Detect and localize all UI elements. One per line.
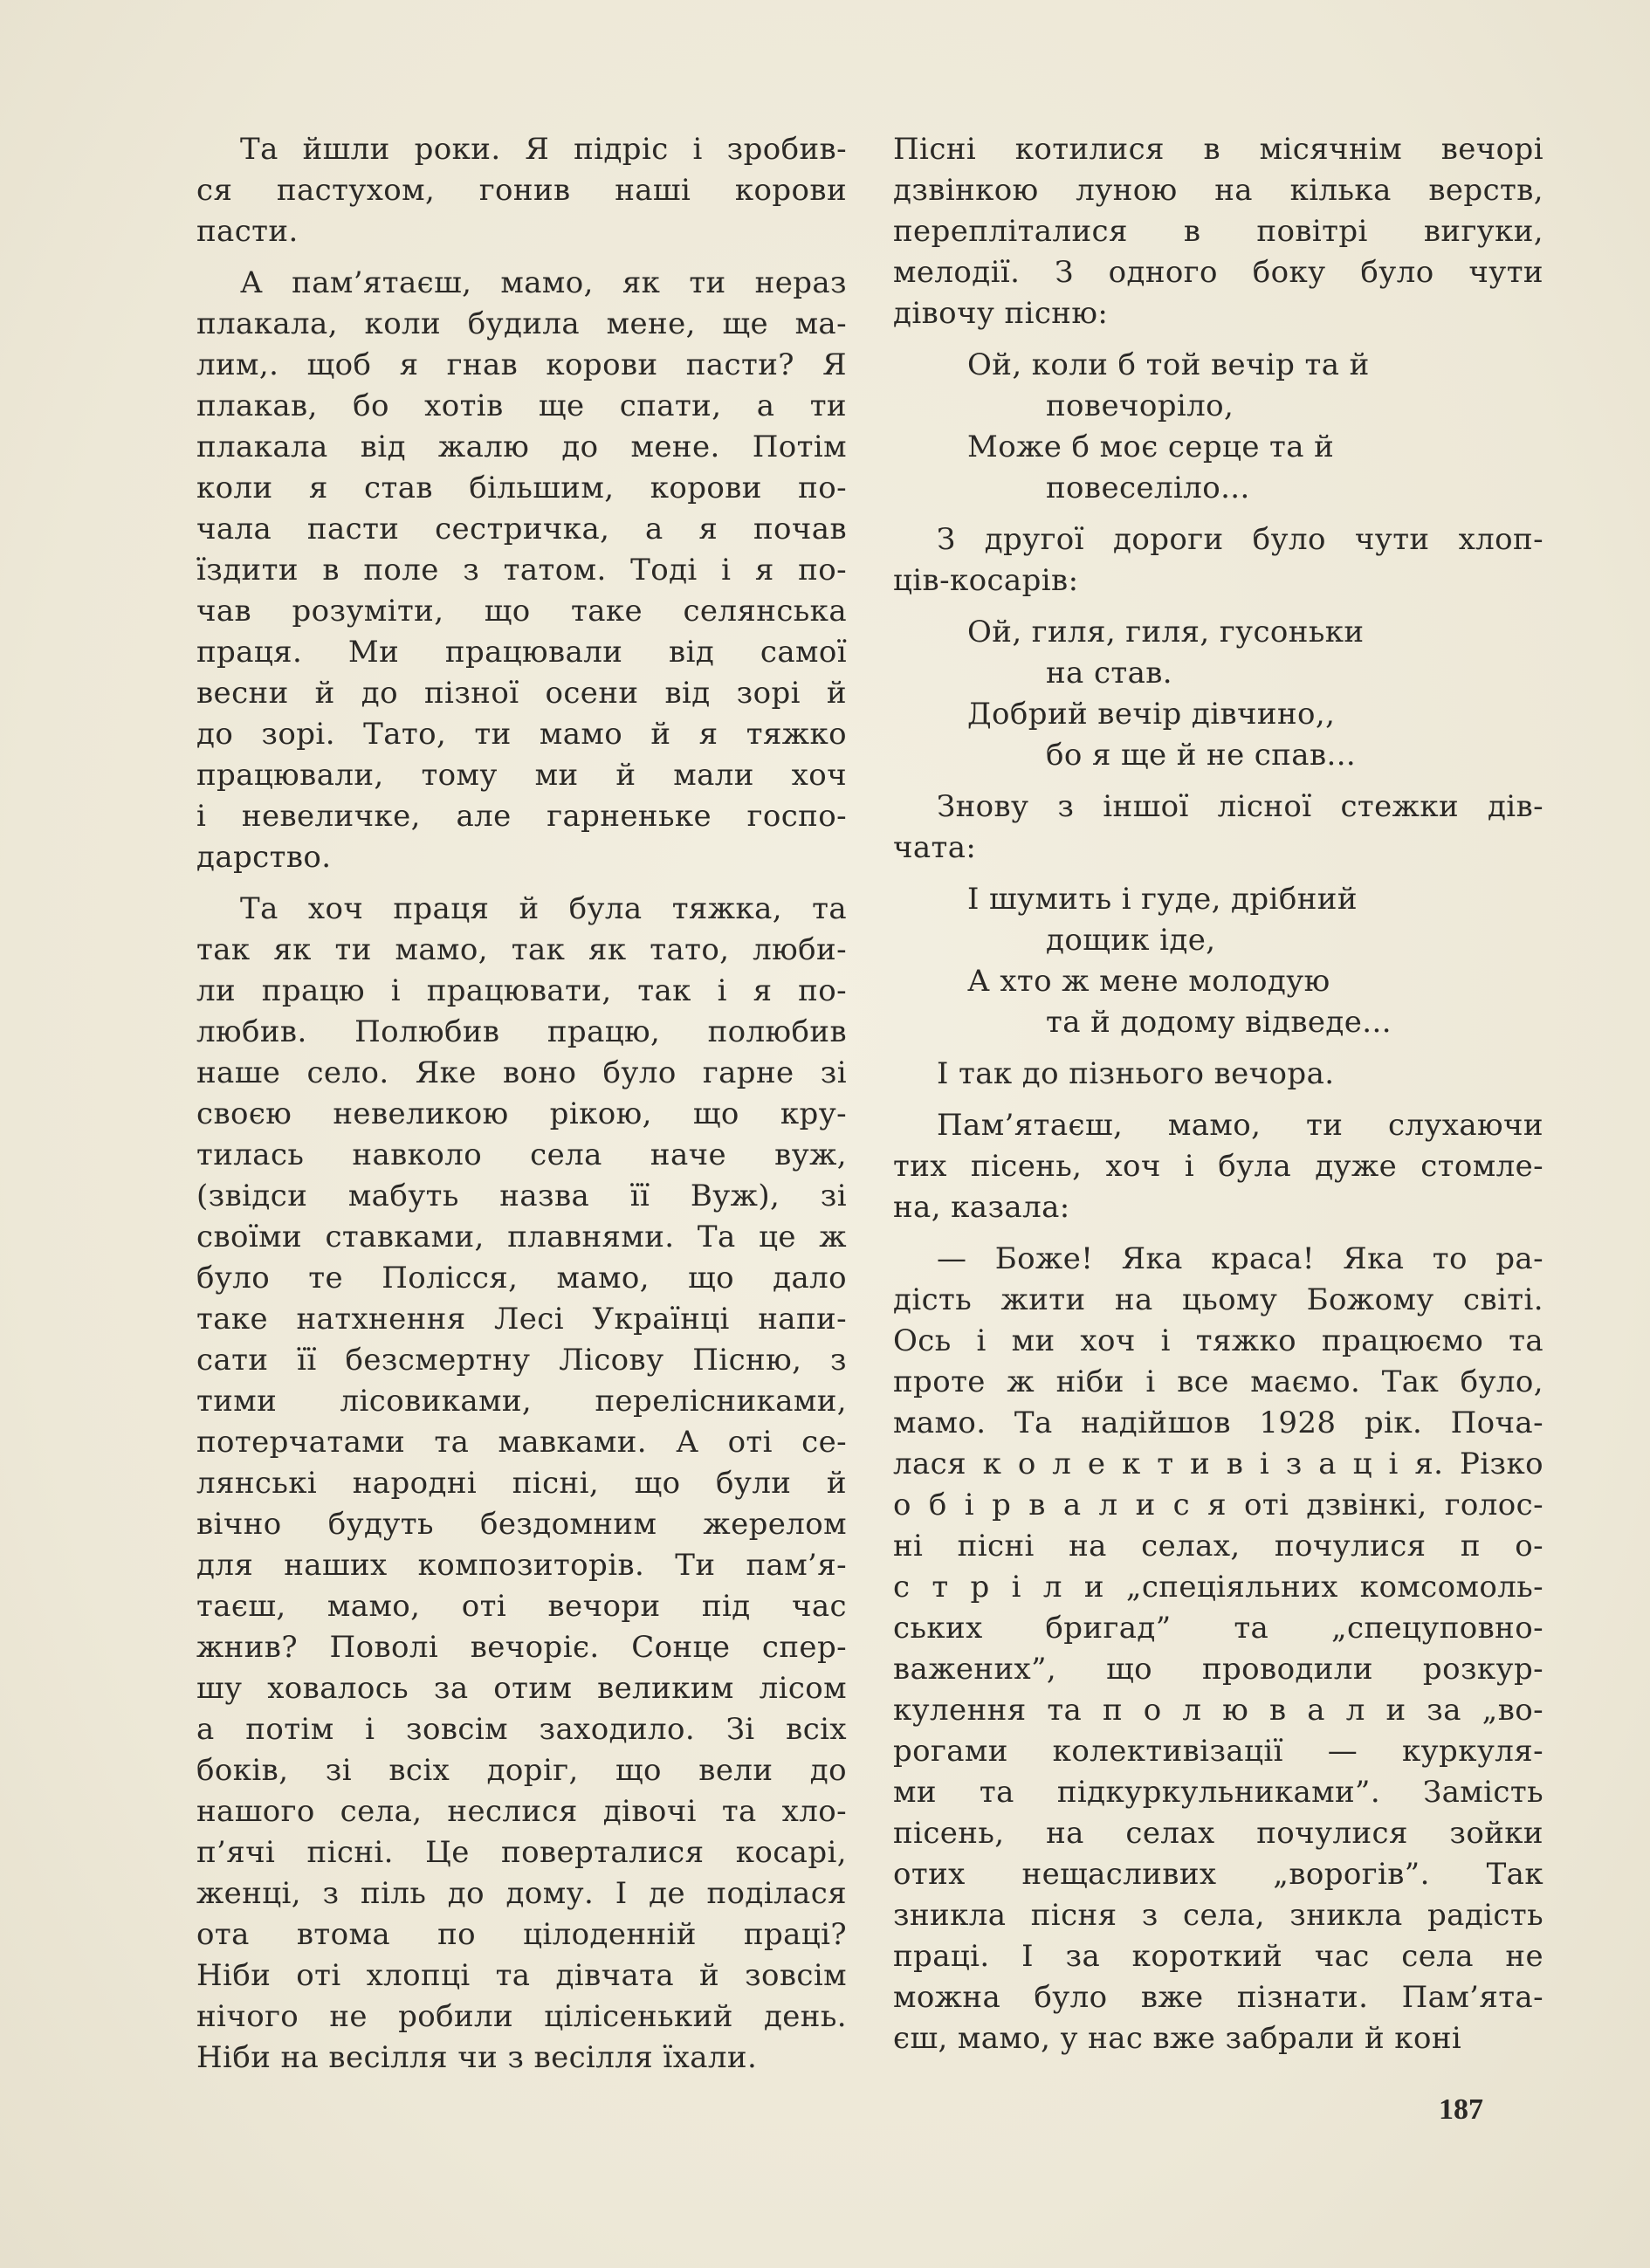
text-line: праці. І за короткий час села не [893,1939,1543,1974]
text-line: ми та підкуркульниками”. Замість [893,1775,1543,1810]
text-line: Та йшли роки. Я підріс і зробив- [240,132,847,167]
text-line: так як ти мамо, так як тато, люби- [196,932,847,967]
text-line: плакав, бо хотів ще спати, а ти [196,388,847,423]
text-line: нічого не робили цілісенький день. [196,1999,847,2034]
text-line: отих нещасливих „ворогів”. Так [893,1857,1543,1892]
text-line: Ось і ми хоч і тяжко працюємо та [893,1323,1543,1358]
text-line: Та хоч праця й була тяжка, та [240,891,847,926]
text-line: мелодії. З одного боку було чути [893,255,1543,290]
text-line: весни й до пізної осени від зорі й [196,676,847,711]
text-line: а потім і зовсім заходило. Зі всіх [196,1712,847,1747]
text-line: своєю невеликою рікою, що кру- [196,1096,847,1131]
text-line: єш, мамо, у нас вже забрали й коні [893,2021,1462,2056]
text-line: дзвінкою луною на кілька верств, [893,173,1543,208]
text-line: Ніби на весілля чи з весілля їхали. [196,2040,758,2075]
right-text-column [893,129,1543,2070]
text-line: тих пісень, хоч і була дуже стомле- [893,1149,1543,1184]
text-line: чала пасти сестричка, а я почав [196,512,847,546]
verse-line: та й додому відведе... [1046,1005,1392,1040]
paragraph [196,263,847,878]
verse-line: бо я ще й не спав... [1046,738,1357,773]
text-line: дарство. [196,840,332,875]
verse-line: повеселіло... [1046,471,1250,505]
text-line: своїми ставками, плавнями. Та це ж [196,1220,847,1254]
text-line: жнив? Поволі вечоріє. Сонце спер- [196,1630,847,1665]
verse-line: дощик іде, [1046,923,1216,958]
paragraph [893,787,1543,869]
text-line: ських бригад” та „спецуповно- [893,1611,1543,1646]
text-line: до зорі. Тато, ти мамо й я тяжко [196,717,847,752]
text-line: зникла пісня з села, зникла радість [893,1898,1543,1933]
song-verse [893,345,1543,509]
verse-line: І шумить і гуде, дрібний [967,882,1358,917]
text-line: Ніби оті хлопці та дівчата й зовсім [196,1958,847,1993]
text-line: ні пісні на селах, почулися п о- [893,1529,1543,1564]
text-line: ців-косарів: [893,563,1079,598]
paragraph [893,1239,1543,2059]
text-line: Знову з іншої лісної стежки дів- [937,789,1543,824]
text-line: важених”, що проводили розкур- [893,1652,1543,1687]
text-line: любив. Полюбив працю, полюбив [196,1014,847,1049]
text-line: тими лісовиками, перелісниками, [196,1384,847,1419]
text-line: праця. Ми працювали від самої [196,635,847,670]
verse-line: А хто ж мене молодую [967,964,1330,999]
verse-line: Ой, гиля, гиля, гусоньки [967,615,1365,649]
song-verse [893,612,1543,776]
text-line: коли я став більшим, корови по- [196,471,847,505]
text-line: с т р і л и „спеціяльних комсомоль- [893,1570,1543,1605]
text-line: п’ячі пісні. Це поверталися косарі, [196,1835,847,1870]
text-line: на, казала: [893,1190,1070,1225]
text-line: З другої дороги було чути хлоп- [937,522,1543,557]
text-line: плакала, коли будила мене, ще ма- [196,306,847,341]
paragraph [893,519,1543,601]
text-line: — Боже! Яка краса! Яка то ра- [937,1241,1543,1276]
paragraph [893,1105,1543,1228]
text-line: о б і р в а л и с я оті дзвінкі, голос- [893,1488,1543,1522]
text-line: чав розуміти, що таке селянська [196,594,847,629]
text-line: ли працю і працювати, так і я по- [196,973,847,1008]
text-line: чата: [893,830,977,865]
text-line: Пісні котилися в місячнім вечорі [893,132,1543,167]
paragraph [196,129,847,252]
text-line: пісень, на селах почулися зойки [893,1816,1543,1851]
text-line: тилась навколо села наче вуж, [196,1137,847,1172]
text-line: працювали, тому ми й мали хоч [196,758,847,793]
text-line: перепліталися в повітрі вигуки, [893,214,1543,249]
paragraph [893,129,1543,334]
text-line: нашого села, неслися дівочі та хло- [196,1794,847,1829]
text-line: мамо. Та надійшов 1928 рік. Поча- [893,1405,1543,1440]
text-line: дість жити на цьому Божому світі. [893,1282,1543,1317]
text-line: наше село. Яке воно було гарне зі [196,1055,847,1090]
text-line: (звідси мабуть назва її Вуж), зі [196,1179,847,1213]
page-number: 187 [1439,2093,1483,2126]
text-line: було те Полісся, мамо, що дало [196,1261,847,1296]
text-line: таєш, мамо, оті вечори під час [196,1589,847,1624]
text-line: ота втома по цілоденній праці? [196,1917,847,1952]
text-line: кулення та п о л ю в а л и за „во- [893,1693,1543,1728]
verse-line: Добрий вечір дівчино,, [967,697,1336,732]
text-line: лим,. щоб я гнав корови пасти? Я [196,347,847,382]
verse-line: Може б моє серце та й [967,430,1335,464]
text-line: їздити в поле з татом. Тоді і я по- [196,553,847,588]
text-line: рогами колективізації — куркуля- [893,1734,1543,1769]
text-line: лася к о л е к т и в і з а ц і я. Різко [893,1447,1543,1481]
text-line: Пам’ятаєш, мамо, ти слухаючи [937,1108,1543,1143]
text-line: проте ж ніби і все маємо. Так було, [893,1364,1543,1399]
verse-line: Ой, коли б той вечір та й [967,347,1370,382]
paragraph [893,1054,1543,1095]
text-line: дівочу пісню: [893,296,1109,331]
paragraph [196,889,847,2079]
text-line: ся пастухом, гонив наші корови [196,173,847,208]
text-line: потерчатами та мавками. А оті се- [196,1425,847,1460]
text-line: плакала від жалю до мене. Потім [196,430,847,464]
text-line: вічно будуть бездомним жерелом [196,1507,847,1542]
verse-line: повечоріло, [1046,388,1234,423]
text-line: лянські народні пісні, що були й [196,1466,847,1501]
text-line: А пам’ятаєш, мамо, як ти нераз [240,265,847,300]
text-line: І так до пізнього вечора. [937,1056,1335,1091]
left-text-column [196,129,847,2089]
verse-line: на став. [1046,656,1173,691]
text-line: можна було вже пізнати. Пам’ята- [893,1980,1543,2015]
text-line: і невеличке, але гарненьке госпо- [196,799,847,834]
song-verse [893,879,1543,1043]
text-line: сати її безсмертну Лісову Пісню, з [196,1343,847,1378]
text-line: пасти. [196,214,299,249]
text-line: таке натхнення Лесі Українці напи- [196,1302,847,1337]
text-line: для наших композиторів. Ти пам’я- [196,1548,847,1583]
text-line: боків, зі всіх доріг, що вели до [196,1753,847,1788]
text-line: женці, з піль до дому. І де поділася [196,1876,847,1911]
text-line: шу ховалось за отим великим лісом [196,1671,847,1706]
